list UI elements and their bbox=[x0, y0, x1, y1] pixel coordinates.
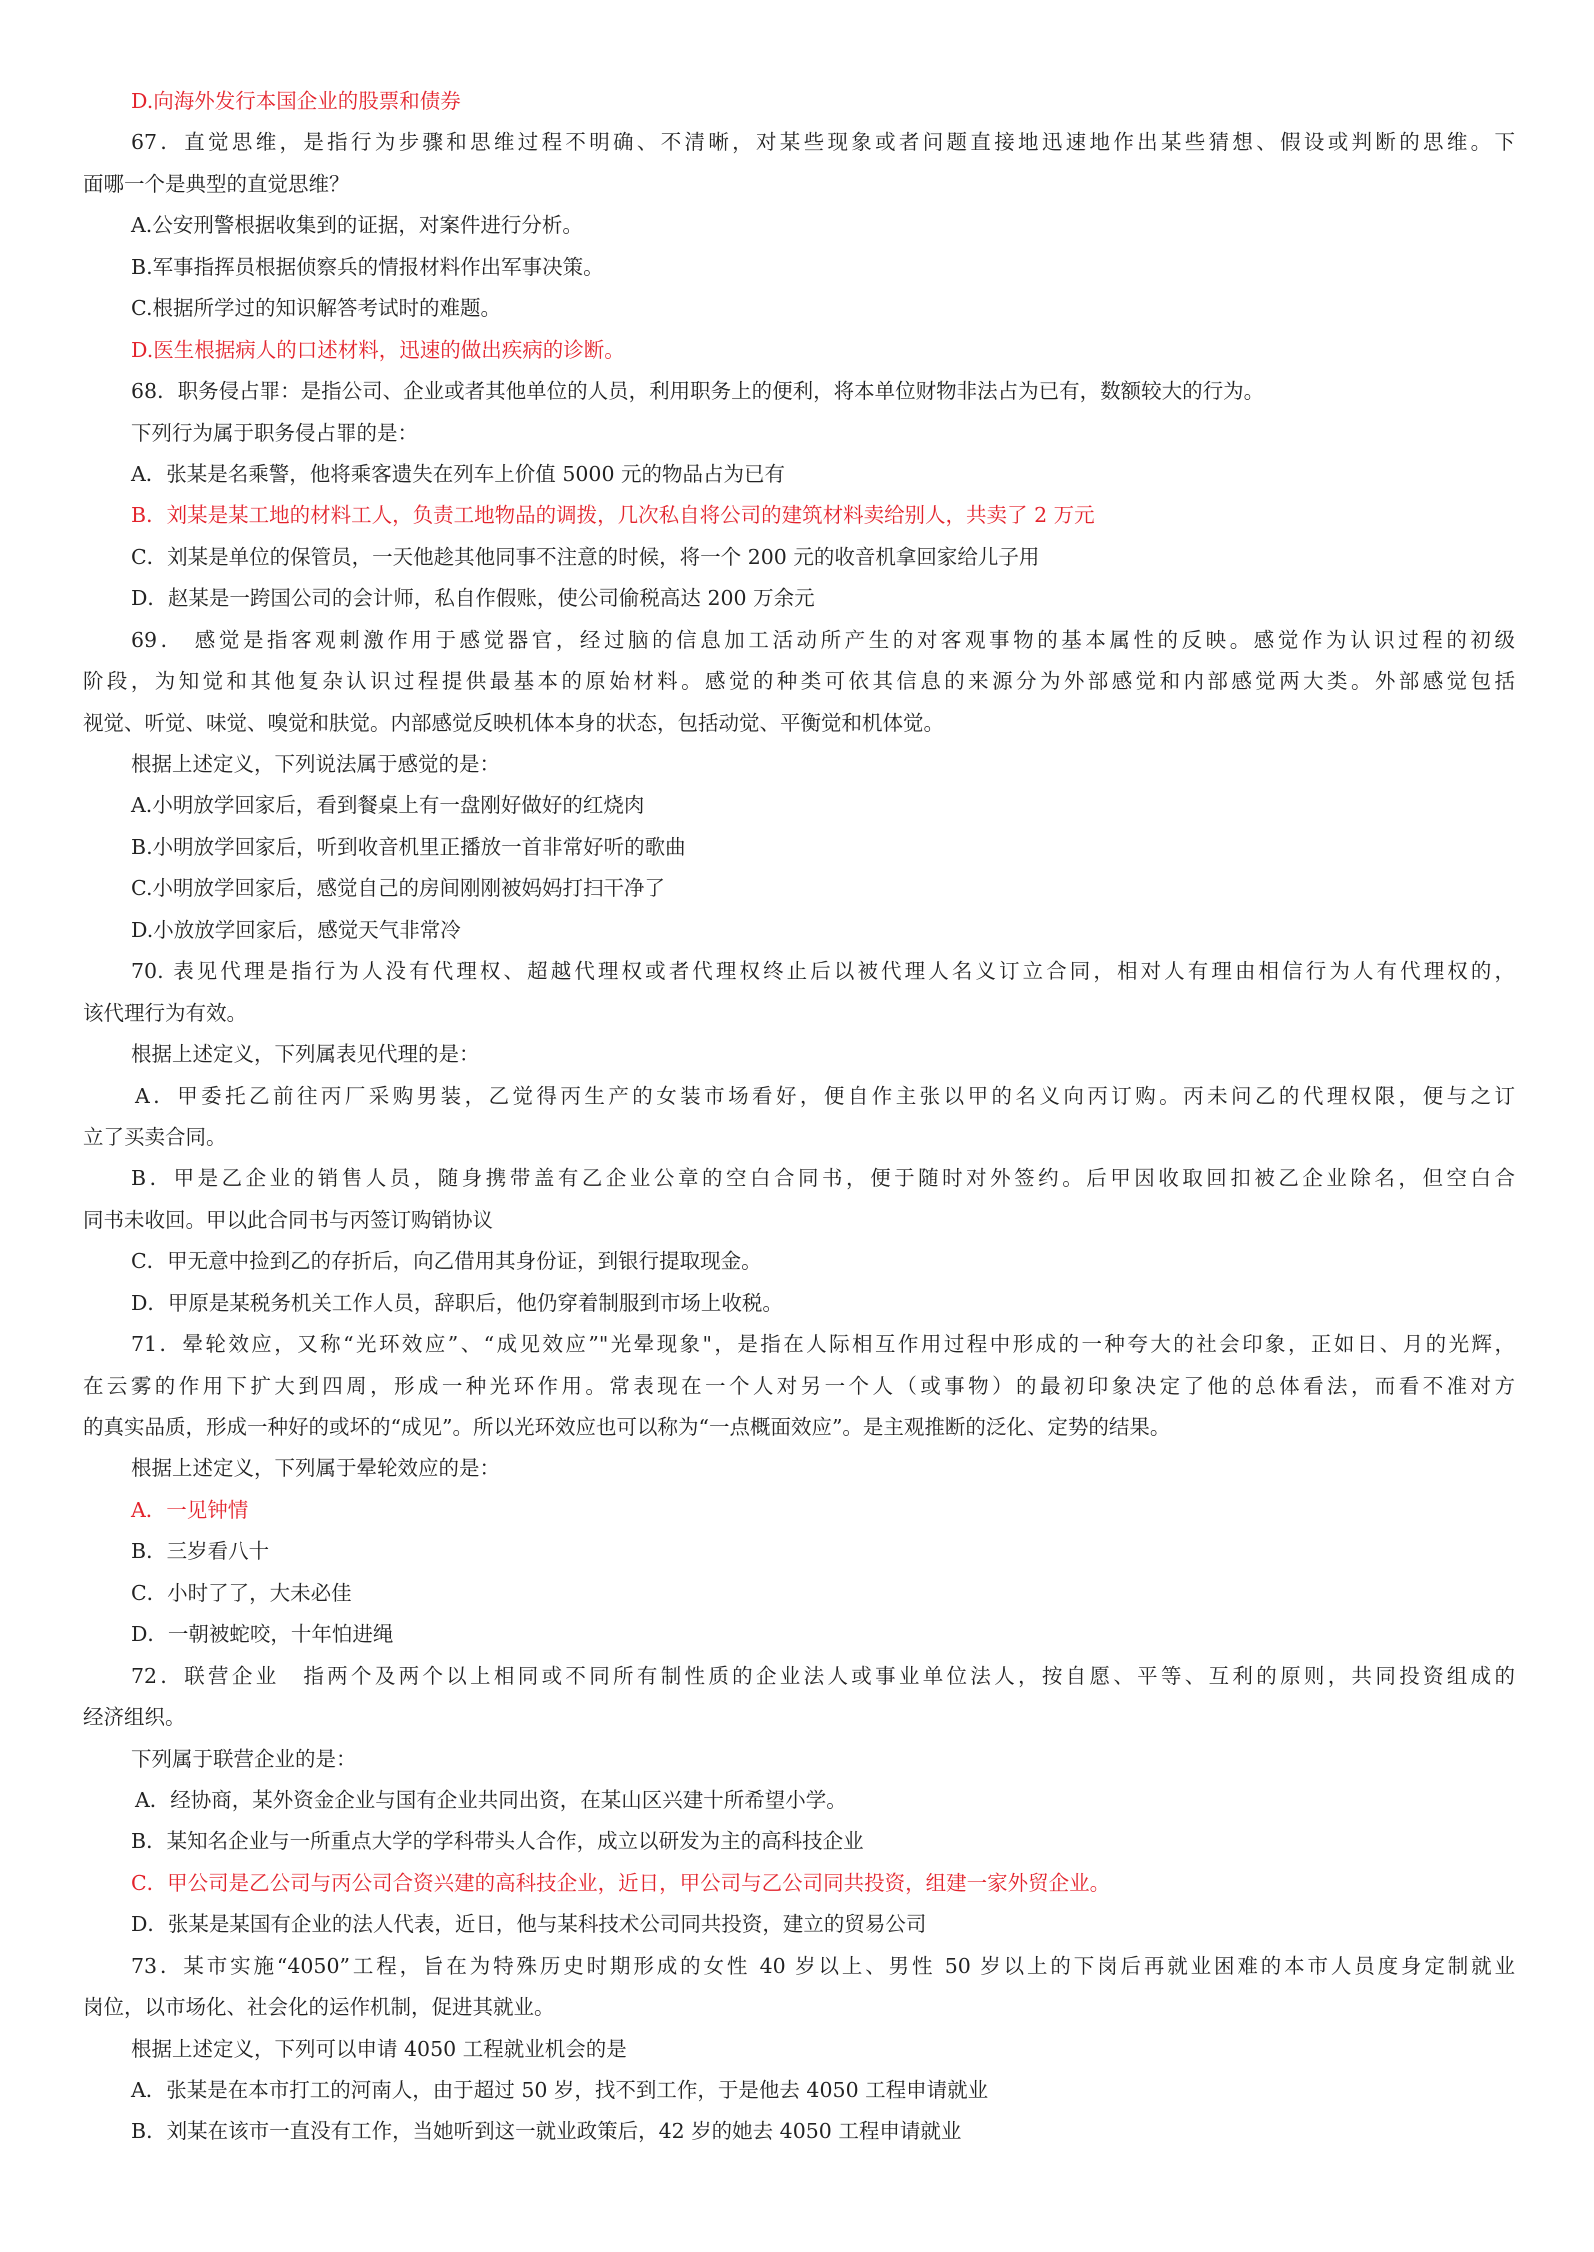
text-line: 面哪一个是典型的直觉思维？ bbox=[83, 171, 350, 196]
text-line: 68．职务侵占罪：是指公司、企业或者其他单位的人员，利用职务上的便利，将本单位财物非法占为已有，数额较大的行为。 bbox=[131, 379, 1265, 404]
text-line: 岗位，以市场化、社会化的运作机制，促进其就业。 bbox=[83, 1995, 555, 2020]
text-line: A.公安刑警根据收集到的证据，对案件进行分析。 bbox=[131, 213, 583, 238]
text-line: D．甲原是某税务机关工作人员，辞职后，他仍穿着制服到市场上收税。 bbox=[131, 1290, 783, 1315]
text-line: 70. 表见代理是指行为人没有代理权、超越代理权或者代理权终止后以被代理人名义订立合同，相对人有理由相信行为人有代理权的， bbox=[131, 959, 1515, 984]
answer-line-highlighted: D.医生根据病人的口述材料，迅速的做出疾病的诊断。 bbox=[131, 337, 625, 362]
text-line: A．经协商，某外资金企业与国有企业共同出资，在某山区兴建十所希望小学。 bbox=[135, 1787, 847, 1812]
text-line: D．一朝被蛇咬，十年怕进绳 bbox=[131, 1622, 394, 1647]
text-line: C．小时了了，大未必佳 bbox=[131, 1580, 352, 1605]
text-line: C．刘某是单位的保管员，一天他趁其他同事不注意的时候，将一个 200 元的收音机拿回家给儿子用 bbox=[131, 544, 1040, 569]
answer-line-highlighted: D.向海外发行本国企业的股票和债券 bbox=[131, 89, 461, 113]
text-line: A．甲委托乙前往丙厂采购男装，乙觉得丙生产的女装市场看好，便自作主张以甲的名义向丙订购。丙未问乙的代理权限，便与之订 bbox=[135, 1083, 1515, 1108]
text-line: C.小明放学回家后，感觉自己的房间刚刚被妈妈打扫干净了 bbox=[131, 876, 665, 901]
text-line: 根据上述定义，下列说法属于感觉的是： bbox=[131, 752, 500, 776]
text-line: 72．联营企业 指两个及两个以上相同或不同所有制性质的企业法人或事业单位法人，按自愿、平等、互利的原则，共同投资组成的 bbox=[131, 1663, 1515, 1688]
answer-line-highlighted: C．甲公司是乙公司与丙公司合资兴建的高科技企业，近日，甲公司与乙公司同共投资，组建一家外贸企业。 bbox=[131, 1870, 1111, 1895]
text-line: 67．直觉思维，是指行为步骤和思维过程不明确、不清晰，对某些现象或者问题直接地迅速地作出某些猜想、假设或判断的思维。下 bbox=[131, 130, 1515, 155]
text-line: 71．晕轮效应，又称“光环效应”、“成见效应”"光晕现象"，是指在人际相互作用过程中形成的一种夸大的社会印象，正如日、月的光辉， bbox=[131, 1332, 1515, 1357]
text-line: 视觉、听觉、味觉、嗅觉和肤觉。内部感觉反映机体本身的状态，包括动觉、平衡觉和机体觉。 bbox=[83, 710, 944, 735]
text-line: C.根据所学过的知识解答考试时的难题。 bbox=[131, 296, 501, 321]
text-line: 69． 感觉是指客观刺激作用于感觉器官，经过脑的信息加工活动所产生的对客观事物的基本属性的反映。感觉作为认识过程的初级 bbox=[131, 627, 1515, 652]
text-line: 73．某市实施“4050”工程，旨在为特殊历史时期形成的女性 40 岁以上、男性 50 岁以上的下岗后再就业困难的本市人员度身定制就业 bbox=[131, 1953, 1515, 1978]
text-line: A．张某是在本市打工的河南人，由于超过 50 岁，找不到工作，于是他去 4050 工程申请就业 bbox=[131, 2078, 989, 2102]
text-line: 立了买卖合同。 bbox=[83, 1124, 227, 1149]
text-line: 下列行为属于职务侵占罪的是： bbox=[131, 420, 418, 445]
text-line: D．张某是某国有企业的法人代表，近日，他与某科技术公司同共投资，建立的贸易公司 bbox=[131, 1912, 927, 1937]
text-line: 该代理行为有效。 bbox=[83, 1000, 247, 1025]
text-line: C．甲无意中捡到乙的存折后，向乙借用其身份证，到银行提取现金。 bbox=[131, 1249, 762, 1274]
text-line: D．赵某是一跨国公司的会计师，私自作假账，使公司偷税高达 200 万余元 bbox=[131, 586, 815, 611]
text-line: B.小明放学回家后，听到收音机里正播放一首非常好听的歌曲 bbox=[131, 834, 686, 859]
text-line: 经济组织。 bbox=[83, 1705, 186, 1730]
text-line: D.小放放学回家后，感觉天气非常冷 bbox=[131, 917, 461, 942]
text-line: 根据上述定义，下列属于晕轮效应的是： bbox=[131, 1456, 500, 1481]
text-line: A．张某是名乘警，他将乘客遗失在列车上价值 5000 元的物品占为已有 bbox=[131, 461, 786, 486]
text-line: 根据上述定义，下列可以申请 4050 工程就业机会的是 bbox=[131, 2036, 627, 2061]
text-line: B．三岁看八十 bbox=[131, 1539, 270, 1564]
text-line: 根据上述定义，下列属表见代理的是： bbox=[131, 1042, 480, 1067]
text-line: B．某知名企业与一所重点大学的学科带头人合作，成立以研发为主的高科技企业 bbox=[131, 1829, 864, 1854]
text-line: B．刘某在该市一直没有工作，当她听到这一就业政策后，42 岁的她去 4050 工程申请就业 bbox=[131, 2119, 962, 2144]
text-line: 的真实品质，形成一种好的或坏的“成见”。所以光环效应也可以称为“一点概面效应”。是主观推断的泛化、定势的结果。 bbox=[83, 1415, 1171, 1439]
answer-line-highlighted: A．一见钟情 bbox=[131, 1497, 249, 1522]
text-line: B.军事指挥员根据侦察兵的情报材料作出军事决策。 bbox=[131, 254, 604, 279]
answer-line-highlighted: B．刘某是某工地的材料工人，负责工地物品的调拨，几次私自将公司的建筑材料卖给别人，共卖了 2 万元 bbox=[131, 503, 1095, 528]
text-line: 在云雾的作用下扩大到四周，形成一种光环作用。常表现在一个人对另一个人（或事物）的最初印象决定了他的总体看法，而看不准对方 bbox=[83, 1373, 1515, 1398]
text-line: 下列属于联营企业的是： bbox=[131, 1746, 357, 1771]
text-line: A.小明放学回家后，看到餐桌上有一盘刚好做好的红烧肉 bbox=[131, 793, 645, 818]
text-line: 同书未收回。甲以此合同书与丙签订购销协议 bbox=[83, 1207, 493, 1232]
document-body bbox=[83, 81, 1515, 2153]
text-line: B．甲是乙企业的销售人员，随身携带盖有乙企业公章的空白合同书，便于随时对外签约。后甲因收取回扣被乙企业除名，但空白合 bbox=[131, 1166, 1515, 1191]
text-line: 阶段，为知觉和其他复杂认识过程提供最基本的原始材料。感觉的种类可依其信息的来源分为外部感觉和内部感觉两大类。外部感觉包括 bbox=[83, 669, 1515, 694]
